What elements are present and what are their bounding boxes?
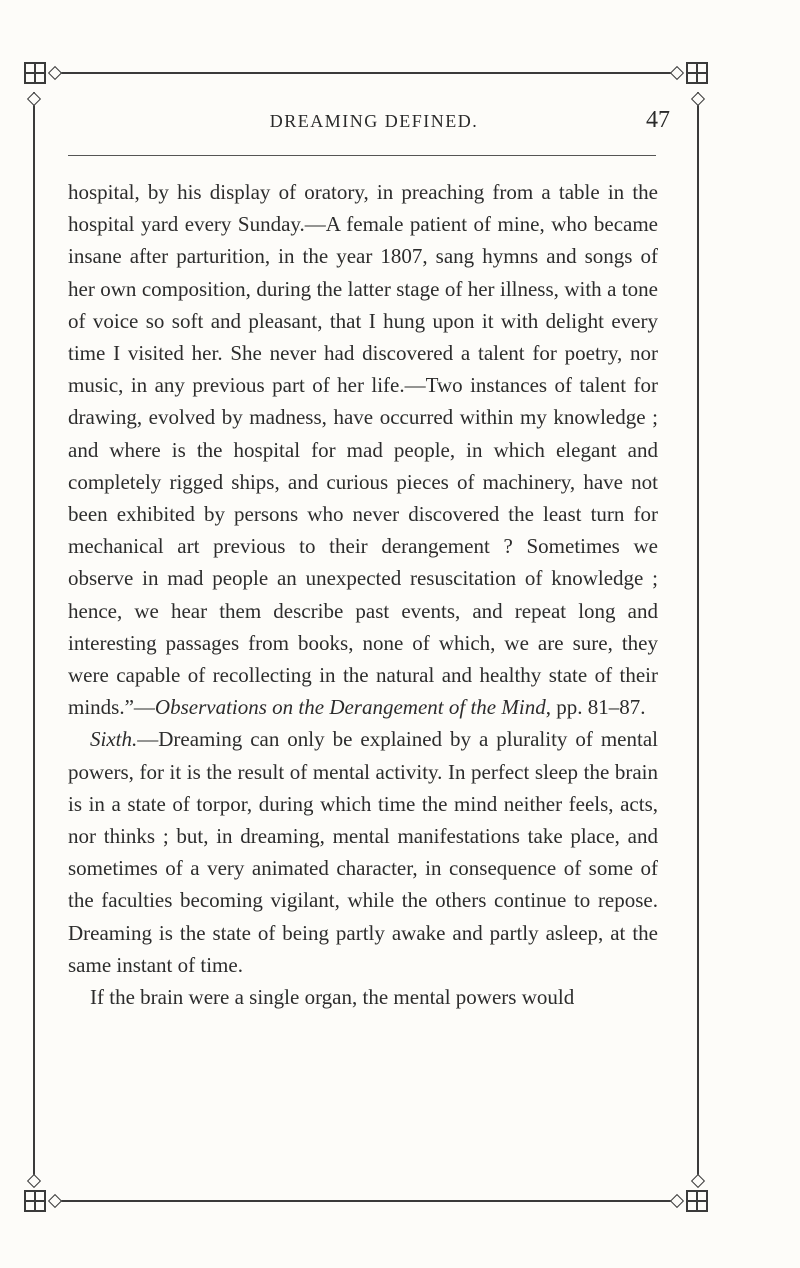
frame-top-rule <box>50 72 680 74</box>
text-segment: —Dreaming can only be explained by a plurality of mental powers, for it is the result of mental activity. In perfect sleep the brain is in a state of torpor, during which time the mind neither feels, acts, nor thinks ; but, in dreaming, mental manifestations take place, and sometimes of a very animated character, in consequence of some of the faculties becoming vigilant, while the others continue to repose. Dreaming is the state of being partly awake and partly asleep, at the same instant of time. <box>68 727 658 977</box>
frame-diamond-ornament <box>48 1194 62 1208</box>
citation-title: Observations on the Derangement of the Mind <box>154 695 546 720</box>
running-title: DREAMING DEFINED. <box>269 111 479 131</box>
text-segment: If the brain were a single organ, the mental powers would <box>90 985 575 1010</box>
frame-corner-ornament <box>22 1188 48 1214</box>
frame-diamond-ornament <box>670 66 684 80</box>
page-number: 47 <box>646 107 670 133</box>
frame-diamond-ornament <box>670 1194 684 1208</box>
section-label: Sixth. <box>90 727 138 752</box>
frame-diamond-ornament <box>691 92 705 106</box>
frame-left-rule <box>33 92 35 1182</box>
head-rule <box>68 155 656 156</box>
frame-corner-ornament <box>22 60 48 86</box>
text-segment: , pp. 81–87. <box>545 695 646 720</box>
frame-corner-ornament <box>684 60 710 86</box>
body-text <box>68 176 658 1013</box>
frame-diamond-ornament <box>27 92 41 106</box>
frame-diamond-ornament <box>27 1174 41 1188</box>
text-segment: hospital, by his display of oratory, in preaching from a table in the hospital yard every Sunday.—A female patient of mine, who became insane after parturition, in the year 1807, sang hymns and songs of her own composition, during the latter stage of her illness, with a tone of voice so soft and pleasant, that I hung upon it with delight every time I visited her. She never had discovered a talent for poetry, nor music, in any previous part of her life.—Two instances of talent for drawing, evolved by madness, have occurred within my knowledge ; and where is the hospital for mad people, in which elegant and completely rigged ships, and curious pieces of machinery, have not been exhibited by persons who never discovered the least turn for mechanical art previous to their derangement ? Sometimes we observe in mad people an unexpected resuscitation of knowledge ; hence, we hear them describe past events, and repeat long and interesting passages from books, none of which, we are sure, they were capable of recollecting in the natural and healthy state of their minds.”— <box>68 180 658 720</box>
paragraph <box>68 723 658 981</box>
running-head <box>68 107 680 137</box>
frame-diamond-ornament <box>48 66 62 80</box>
frame-corner-ornament <box>684 1188 710 1214</box>
paragraph <box>68 981 658 1013</box>
frame-bottom-rule <box>50 1200 680 1202</box>
frame-diamond-ornament <box>691 1174 705 1188</box>
paragraph <box>68 176 658 723</box>
frame-right-rule <box>697 92 699 1182</box>
